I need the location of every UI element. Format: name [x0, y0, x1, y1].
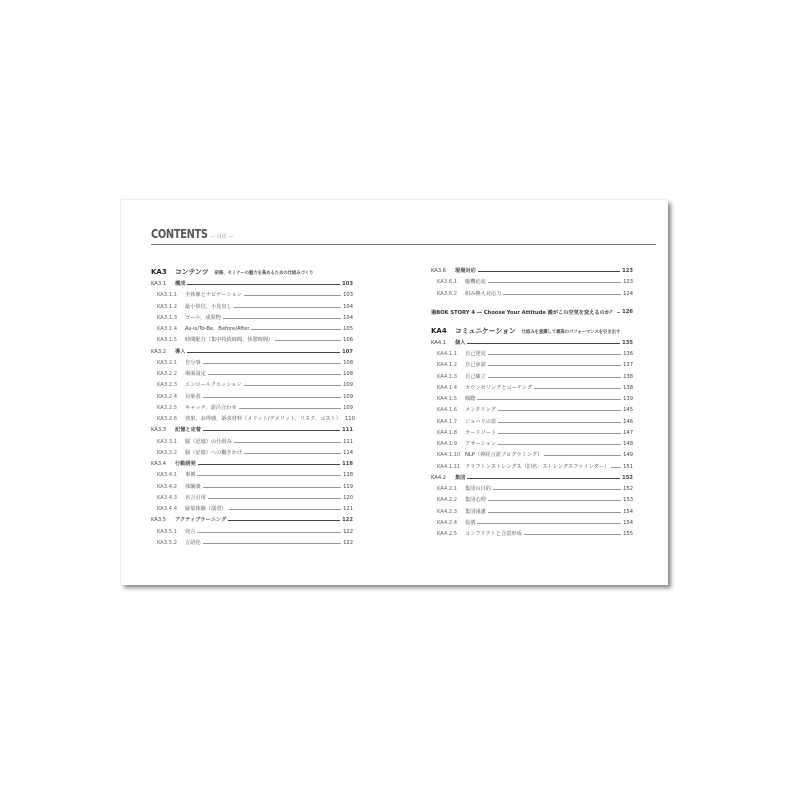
toc-page-number: 122 [343, 539, 353, 546]
toc-page-number: 147 [623, 429, 633, 436]
toc-title: 導入 [175, 348, 186, 355]
toc-subsection-row [431, 428, 633, 439]
toc-code: KA4.1.8 [437, 429, 458, 436]
toc-page-number: 139 [623, 396, 633, 403]
toc-page-number: 111 [343, 438, 353, 445]
toc-subsection-row [151, 504, 353, 515]
toc-title: 記憶と定着 [175, 427, 201, 434]
toc-title: 集団 [455, 474, 466, 481]
toc-page-number: 111 [342, 427, 353, 434]
toc-subsection-row [151, 448, 353, 459]
toc-title: 名言引用 [185, 494, 206, 501]
leader-line [477, 399, 621, 400]
toc-title: 体験談 [185, 483, 201, 490]
toc-subsection-row [431, 529, 633, 540]
toc-page-number: 104 [343, 314, 353, 321]
toc-page-number: 103 [342, 281, 353, 288]
toc-code: KA3.1.5 [157, 337, 178, 344]
toc-code: KA3.2.4 [157, 393, 178, 400]
toc-page-number: 153 [623, 497, 633, 504]
chapter-title: コミュニケーション [455, 326, 516, 335]
chapter-title: コンテンツ [175, 268, 209, 276]
toc-code: KA4.1.7 [437, 418, 458, 425]
toc-title: カードソート [465, 429, 497, 436]
toc-subsection-row [431, 450, 633, 461]
toc-title: 言語化 [185, 539, 201, 546]
leader-line [498, 410, 621, 411]
leader-line [488, 500, 621, 501]
toc-subsection-row [151, 313, 353, 324]
toc-title: 自己発見 [465, 351, 486, 358]
toc-code: KA3.4.1 [157, 472, 178, 479]
toc-title: 自己確立 [465, 373, 486, 380]
leader-line [197, 532, 341, 533]
toc-title: 構成 [175, 281, 186, 288]
toc-code: KA3.4.2 [157, 483, 178, 490]
toc-title: 脳（記憶）への働きかけ [185, 449, 243, 456]
toc-code: KA4.2.1 [437, 486, 458, 493]
chapter-heading-ka3 [151, 266, 353, 278]
story-entry [431, 307, 633, 318]
toc-code: KA4.1 [431, 339, 447, 346]
toc-page-number: 151 [623, 463, 633, 470]
leader-line [498, 422, 621, 423]
toc-title: 個人 [455, 339, 466, 346]
toc-left-column [151, 266, 353, 549]
toc-code: KA3.3.1 [157, 438, 178, 445]
toc-page-number: 106 [343, 337, 353, 344]
leader-line [244, 295, 341, 296]
toc-subsection-row [151, 527, 353, 538]
toc-title: ジョハリの窓 [465, 418, 497, 425]
leader-line [208, 374, 341, 375]
toc-page-number: 152 [623, 486, 633, 493]
toc-title: 発言 [185, 528, 196, 535]
toc-page-number: 109 [343, 382, 353, 389]
toc-section-row [431, 338, 633, 349]
leader-line [228, 520, 340, 521]
toc-page-number: 138 [623, 384, 633, 391]
toc-code: KA3.2.3 [157, 382, 178, 389]
toc-page-number: 146 [623, 418, 633, 425]
toc-page-number: 138 [623, 373, 633, 380]
leader-line [244, 385, 342, 386]
toc-subsection-row [431, 372, 633, 383]
story-page: 126 [622, 309, 633, 316]
toc-code: KA3.3.2 [157, 449, 178, 456]
toc-code: KA3.4.3 [157, 494, 178, 501]
leader-line [198, 464, 340, 465]
toc-page-number: 123 [623, 279, 633, 286]
toc-code: KA3.2.2 [157, 371, 178, 378]
leader-line [203, 363, 342, 364]
toc-page-number: 149 [623, 452, 633, 459]
leader-line [239, 408, 342, 409]
toc-title: 疑似体験（演習） [185, 506, 227, 513]
toc-page-number: 154 [623, 519, 633, 526]
chapter-desc: 研修、セミナーの魅力を高めるための仕組みづくり [214, 271, 314, 276]
toc-title: 集団の目的 [465, 486, 491, 493]
toc-title: 臨機応変 [465, 279, 486, 286]
toc-page-number: 124 [623, 290, 633, 297]
toc-title: 組み換え対応力 [465, 290, 502, 297]
toc-page-number: 123 [622, 268, 633, 275]
toc-title: 最小単位、小見出し [185, 303, 232, 310]
toc-page-number: 121 [343, 506, 353, 513]
toc-page-number: 152 [622, 474, 633, 481]
toc-code: KA4.1.5 [437, 396, 458, 403]
toc-page-number: 148 [623, 441, 633, 448]
toc-subsection-row [431, 439, 633, 450]
toc-code: KA3.2.5 [157, 404, 178, 411]
toc-title: ゴール、成果物 [185, 314, 221, 321]
leader-line [493, 489, 621, 490]
toc-code: KA4.1.3 [437, 373, 458, 380]
toc-subsection-row [431, 405, 633, 416]
toc-subsection-row [151, 369, 353, 380]
toc-page-number: 103 [343, 292, 353, 299]
toc-subsection-row [151, 482, 353, 493]
leader-line [187, 284, 340, 285]
toc-title: クリフトンストレングス（旧名：ストレングスファインダー） [465, 463, 610, 470]
leader-line [488, 354, 621, 355]
toc-subsection-row [151, 358, 353, 369]
toc-subsection-row [151, 470, 353, 481]
leader-line [488, 377, 621, 378]
toc-subsection-row [151, 538, 353, 549]
toc-page-number: 109 [343, 393, 353, 400]
toc-code: KA3.3 [151, 427, 167, 434]
toc-title: NLP（神経言語プログラミング） [465, 452, 543, 459]
toc-subsection-row [431, 383, 633, 394]
leader-line [203, 543, 342, 544]
chapter-desc: 仕組みを意識して最高のパフォーマンスを引き出す [521, 329, 621, 335]
leader-line [203, 487, 342, 488]
leader-line [208, 498, 341, 499]
leader-line [544, 455, 621, 456]
toc-code: KA3.4.4 [157, 506, 178, 513]
toc-code: KA3.6 [431, 268, 447, 275]
leader-line [611, 467, 621, 468]
toc-subsection-row [151, 302, 353, 313]
chapter-heading-ka4 [431, 325, 633, 337]
leader-line [488, 512, 621, 513]
toc-right-top-rows [431, 266, 633, 300]
toc-code: KA3.1 [151, 281, 167, 288]
toc-subsection-row [431, 518, 633, 529]
toc-code: KA3.2.1 [157, 359, 178, 366]
toc-title: エンロールクエッション [185, 382, 242, 389]
toc-code: KA4.2 [431, 474, 447, 481]
toc-subsection-row [431, 349, 633, 360]
toc-title: 集団浅慮 [465, 508, 486, 515]
leader-line [234, 307, 341, 308]
toc-page-number: 137 [623, 362, 633, 369]
toc-code: KA4.2.5 [437, 531, 458, 538]
toc-title: コンフリクトと合意形成 [465, 531, 522, 538]
toc-page-number: 107 [342, 348, 353, 355]
leader-line [244, 453, 341, 454]
toc-code: KA3.1.1 [157, 292, 178, 299]
toc-title: 対象者 [185, 393, 201, 400]
toc-code: KA3.4 [151, 461, 167, 468]
toc-subsection-row [431, 495, 633, 506]
document-page [121, 200, 668, 585]
leader-line [498, 444, 621, 445]
contents-subtitle: — 目次 — [210, 234, 234, 240]
toc-code: KA4.1.2 [437, 362, 458, 369]
toc-code: KA3.5.1 [157, 528, 178, 535]
toc-code: KA4.2.3 [437, 508, 458, 515]
toc-title: アサーション [465, 441, 496, 448]
toc-section-row [151, 459, 353, 470]
toc-title: 現場対応 [455, 268, 476, 275]
leader-line [617, 312, 620, 313]
toc-code: KA3.5.2 [157, 539, 178, 546]
toc-page-number: 108 [343, 359, 353, 366]
toc-page-number: 109 [343, 404, 353, 411]
leader-line [203, 397, 342, 398]
toc-page-number: 154 [623, 508, 633, 515]
leader-line [534, 388, 621, 389]
contents-title: CONTENTS [151, 227, 208, 241]
toc-title: メンタリング [465, 407, 496, 414]
toc-title: 事例 [185, 472, 196, 479]
toc-code: KA4.1.1 [437, 351, 458, 358]
toc-title: キャッチ、語呂合わせ [185, 404, 237, 411]
toc-section-row [151, 347, 353, 358]
leader-line [187, 352, 340, 353]
toc-section-row [151, 515, 353, 526]
toc-subsection-row [151, 324, 353, 335]
toc-subsection-row [431, 360, 633, 371]
toc-right-rows [431, 338, 633, 541]
toc-subsection-row [431, 394, 633, 405]
story-title: 場BOK STORY 4 ― Choose Your Attitude 誰がこの空気を変えるのか？ [431, 309, 616, 316]
toc-page-number: 136 [623, 351, 633, 358]
toc-subsection-row [431, 277, 633, 288]
toc-code: KA4.1.9 [437, 441, 458, 448]
toc-subsection-row [151, 392, 353, 403]
leader-line [251, 329, 341, 330]
toc-section-row [431, 473, 633, 484]
leader-line [467, 343, 620, 344]
toc-subsection-row [431, 484, 633, 495]
contents-header [151, 224, 656, 245]
toc-subsection-row [431, 507, 633, 518]
chapter-code: KA4 [431, 326, 447, 335]
toc-page-number: 120 [343, 494, 353, 501]
leader-line [197, 475, 341, 476]
toc-page-number: 105 [343, 326, 353, 333]
toc-title: カウンセリングとコーチング [465, 384, 533, 391]
toc-title: 自分事 [185, 359, 201, 366]
leader-line [223, 318, 341, 319]
toc-code: KA3.6.2 [437, 290, 458, 297]
toc-page-number: 135 [622, 339, 633, 346]
toc-subsection-row [151, 414, 353, 425]
leader-line [203, 430, 340, 431]
toc-subsection-row [151, 403, 353, 414]
toc-code: KA4.1.6 [437, 407, 458, 414]
toc-section-row [151, 279, 353, 290]
toc-section-row [151, 425, 353, 436]
toc-subsection-row [151, 335, 353, 346]
toc-code: KA4.2.4 [437, 519, 458, 526]
toc-page-number: 114 [343, 449, 353, 456]
toc-code: KA4.1.11 [437, 463, 461, 470]
toc-code: KA3.1.3 [157, 314, 178, 321]
toc-page-number: 119 [343, 483, 353, 490]
toc-page-number: 145 [623, 407, 633, 414]
toc-page-number: 108 [343, 371, 353, 378]
toc-page-number: 155 [623, 531, 633, 538]
toc-code: KA3.5 [151, 517, 167, 524]
toc-title: 集団心理 [465, 497, 486, 504]
toc-title: 脳（記憶）の仕組み [185, 438, 232, 445]
toc-code: KA4.2.2 [437, 497, 458, 504]
toc-right-column [431, 266, 633, 540]
toc-page-number: 118 [342, 461, 353, 468]
toc-section-row [431, 266, 633, 277]
toc-page-number: 110 [344, 416, 355, 423]
leader-line [477, 523, 621, 524]
toc-page-number: 118 [343, 472, 353, 479]
toc-title: 行動誘発 [175, 461, 196, 468]
toc-left-rows [151, 279, 353, 549]
toc-page-number: 122 [343, 528, 353, 535]
toc-page-number: 122 [342, 517, 353, 524]
leader-line [234, 442, 341, 443]
toc-title: 効果、お得感、訴求材料（メリット/デメリット、リスク、コスト） [185, 416, 341, 423]
toc-page-number: 104 [343, 303, 353, 310]
toc-title: アクティブラーニング [175, 517, 227, 524]
toc-subsection-row [431, 462, 633, 473]
toc-code: KA3.2 [151, 348, 167, 355]
toc-title: 傾聴 [465, 396, 476, 403]
leader-line [478, 271, 620, 272]
toc-subsection-row [151, 437, 353, 448]
toc-subsection-row [151, 290, 353, 301]
toc-title: 役割 [465, 519, 476, 526]
leader-line [488, 365, 621, 366]
leader-line [275, 340, 341, 341]
toc-subsection-row [431, 289, 633, 300]
toc-code: KA4.1.4 [437, 384, 458, 391]
toc-title: 場面設定 [185, 371, 206, 378]
toc-title: 自己承認 [465, 362, 486, 369]
toc-subsection-row [151, 380, 353, 391]
toc-code: KA3.2.6 [157, 416, 178, 423]
leader-line [503, 294, 621, 295]
leader-line [467, 478, 620, 479]
toc-title: 時間配分（集中持続時間、休憩時間） [185, 337, 274, 344]
leader-line [488, 282, 621, 283]
toc-subsection-row [431, 417, 633, 428]
toc-title: As-Is/To-Be、Before/After [185, 326, 250, 333]
toc-code: KA3.1.2 [157, 303, 178, 310]
toc-code: KA4.1.10 [437, 452, 461, 459]
toc-title: 全体像とナビゲーション [185, 292, 242, 299]
toc-subsection-row [151, 493, 353, 504]
toc-code: KA3.1.4 [157, 326, 178, 333]
leader-line [229, 509, 342, 510]
leader-line [524, 534, 621, 535]
toc-code: KA3.6.1 [437, 279, 458, 286]
leader-line [498, 433, 621, 434]
chapter-code: KA3 [151, 268, 167, 276]
